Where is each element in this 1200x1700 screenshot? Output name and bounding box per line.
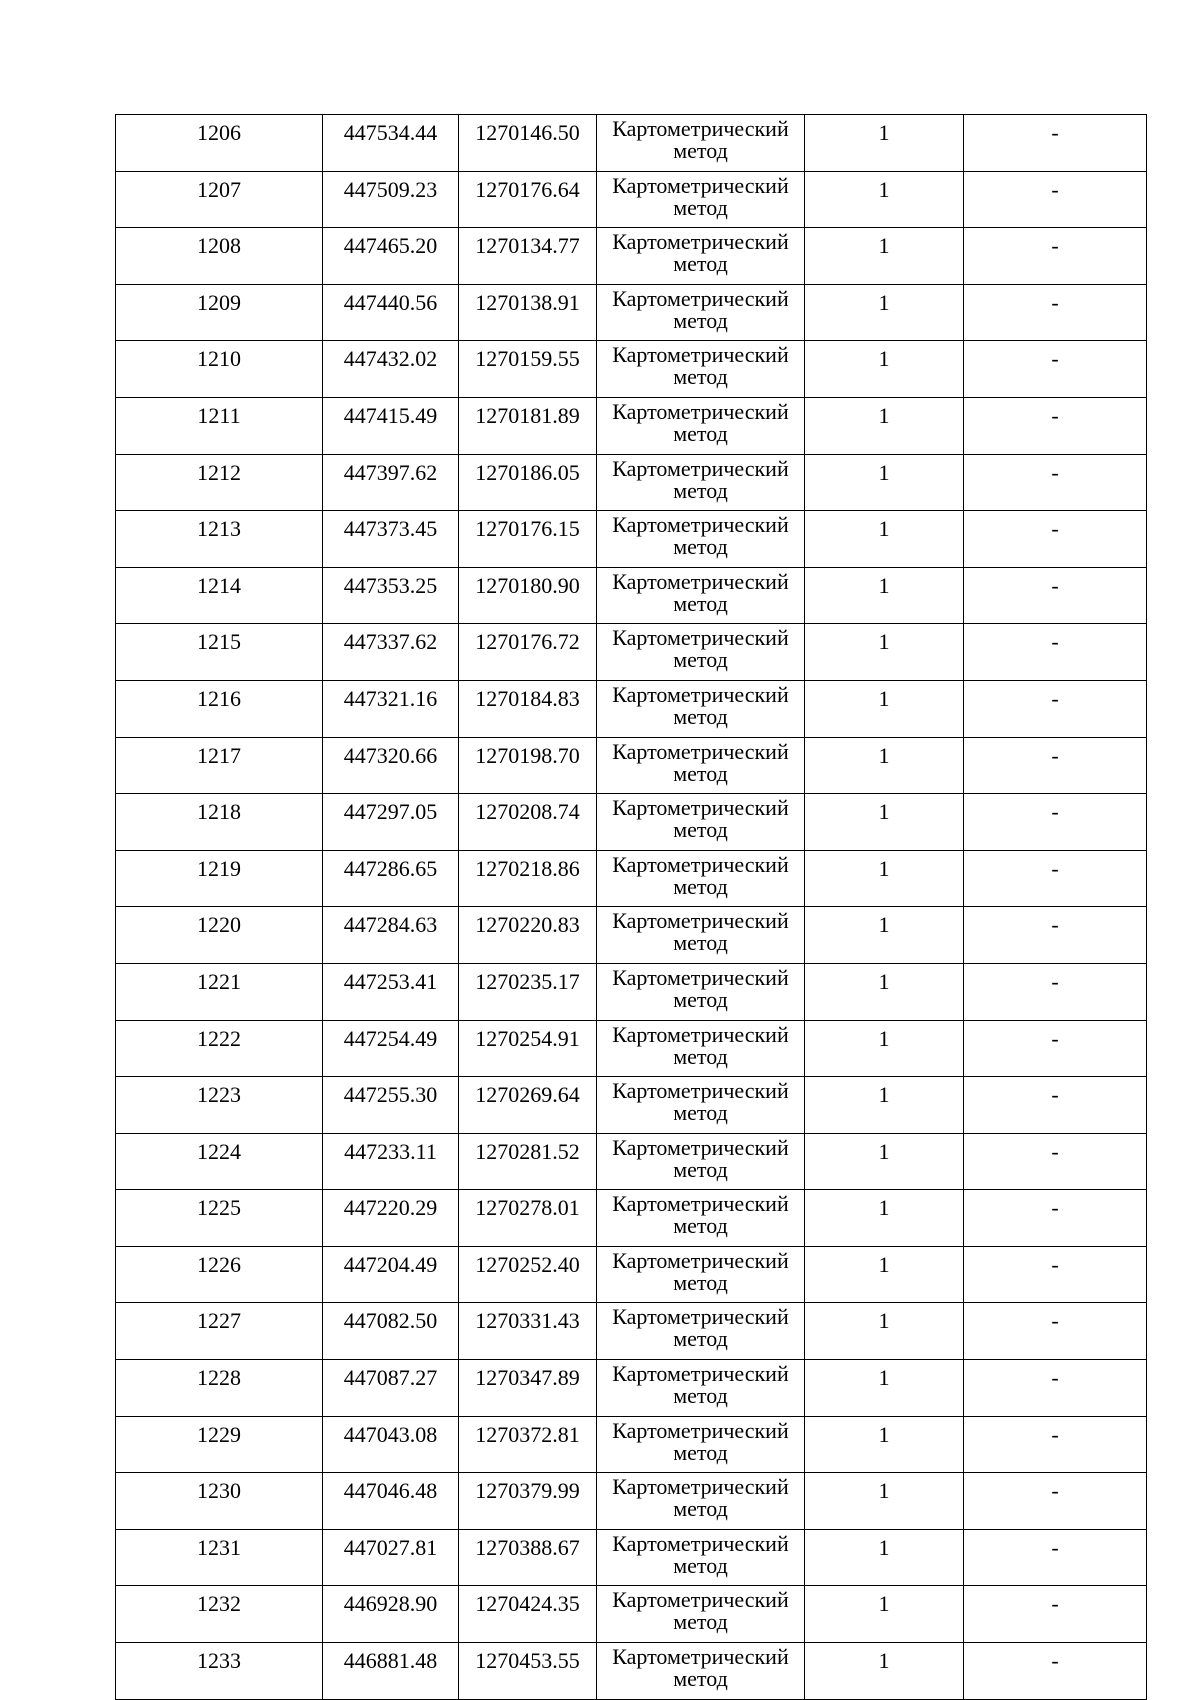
method-line-2: метод <box>673 1552 728 1578</box>
method-cell <box>597 115 805 172</box>
y-coordinate-cell: 1270331.43 <box>459 1303 597 1360</box>
method-cell <box>597 1416 805 1473</box>
method-cell <box>597 454 805 511</box>
note-cell: - <box>964 1416 1147 1473</box>
note-cell: - <box>964 567 1147 624</box>
method-cell <box>597 737 805 794</box>
accuracy-cell: 1 <box>805 680 964 737</box>
note-cell: - <box>964 171 1147 228</box>
point-number-cell: 1231 <box>116 1529 323 1586</box>
table-row <box>116 794 1147 851</box>
point-number-cell: 1212 <box>116 454 323 511</box>
accuracy-cell: 1 <box>805 1303 964 1360</box>
table-row <box>116 1303 1147 1360</box>
point-number-cell: 1233 <box>116 1643 323 1700</box>
y-coordinate-cell: 1270347.89 <box>459 1360 597 1417</box>
note-cell: - <box>964 963 1147 1020</box>
method-line-2: метод <box>673 1100 728 1126</box>
x-coordinate-cell: 447284.63 <box>323 907 459 964</box>
accuracy-cell: 1 <box>805 907 964 964</box>
y-coordinate-cell: 1270254.91 <box>459 1020 597 1077</box>
table-row <box>116 397 1147 454</box>
point-number-cell: 1222 <box>116 1020 323 1077</box>
method-line-1: Картометрический <box>612 1191 789 1217</box>
method-line-1: Картометрический <box>612 1361 789 1387</box>
point-number-cell: 1216 <box>116 680 323 737</box>
y-coordinate-cell: 1270269.64 <box>459 1077 597 1134</box>
accuracy-cell: 1 <box>805 737 964 794</box>
note-cell: - <box>964 341 1147 398</box>
x-coordinate-cell: 447534.44 <box>323 115 459 172</box>
table-row <box>116 115 1147 172</box>
table-row <box>116 228 1147 285</box>
y-coordinate-cell: 1270146.50 <box>459 115 597 172</box>
x-coordinate-cell: 447255.30 <box>323 1077 459 1134</box>
method-cell <box>597 171 805 228</box>
note-cell: - <box>964 624 1147 681</box>
note-cell: - <box>964 1586 1147 1643</box>
y-coordinate-cell: 1270424.35 <box>459 1586 597 1643</box>
accuracy-cell: 1 <box>805 511 964 568</box>
method-line-2: метод <box>673 873 728 899</box>
method-cell <box>597 680 805 737</box>
accuracy-cell: 1 <box>805 963 964 1020</box>
y-coordinate-cell: 1270379.99 <box>459 1473 597 1530</box>
method-line-2: метод <box>673 1269 728 1295</box>
method-line-2: метод <box>673 307 728 333</box>
point-number-cell: 1221 <box>116 963 323 1020</box>
x-coordinate-cell: 447204.49 <box>323 1246 459 1303</box>
method-cell <box>597 1473 805 1530</box>
y-coordinate-cell: 1270159.55 <box>459 341 597 398</box>
x-coordinate-cell: 447353.25 <box>323 567 459 624</box>
method-line-2: метод <box>673 647 728 673</box>
point-number-cell: 1209 <box>116 284 323 341</box>
accuracy-cell: 1 <box>805 1416 964 1473</box>
x-coordinate-cell: 447233.11 <box>323 1133 459 1190</box>
y-coordinate-cell: 1270252.40 <box>459 1246 597 1303</box>
point-number-cell: 1232 <box>116 1586 323 1643</box>
method-line-2: метод <box>673 420 728 446</box>
method-cell <box>597 850 805 907</box>
table-row <box>116 1246 1147 1303</box>
accuracy-cell: 1 <box>805 1643 964 1700</box>
table-row <box>116 341 1147 398</box>
y-coordinate-cell: 1270184.83 <box>459 680 597 737</box>
point-number-cell: 1211 <box>116 397 323 454</box>
note-cell: - <box>964 1133 1147 1190</box>
y-coordinate-cell: 1270278.01 <box>459 1190 597 1247</box>
x-coordinate-cell: 447220.29 <box>323 1190 459 1247</box>
method-line-2: метод <box>673 760 728 786</box>
method-cell <box>597 1586 805 1643</box>
method-line-1: Картометрический <box>612 229 789 255</box>
x-coordinate-cell: 447087.27 <box>323 1360 459 1417</box>
method-line-2: метод <box>673 1609 728 1635</box>
point-number-cell: 1213 <box>116 511 323 568</box>
y-coordinate-cell: 1270138.91 <box>459 284 597 341</box>
table-row <box>116 907 1147 964</box>
note-cell: - <box>964 680 1147 737</box>
method-line-1: Картометрический <box>612 342 789 368</box>
x-coordinate-cell: 447286.65 <box>323 850 459 907</box>
method-line-2: метод <box>673 817 728 843</box>
method-cell <box>597 341 805 398</box>
table-row <box>116 1360 1147 1417</box>
y-coordinate-cell: 1270176.72 <box>459 624 597 681</box>
x-coordinate-cell: 447043.08 <box>323 1416 459 1473</box>
accuracy-cell: 1 <box>805 1077 964 1134</box>
method-line-1: Картометрический <box>612 116 789 141</box>
method-cell <box>597 567 805 624</box>
table-row <box>116 1643 1147 1700</box>
accuracy-cell: 1 <box>805 567 964 624</box>
method-line-2: метод <box>673 251 728 277</box>
table-row <box>116 511 1147 568</box>
note-cell: - <box>964 1246 1147 1303</box>
accuracy-cell: 1 <box>805 1529 964 1586</box>
x-coordinate-cell: 447432.02 <box>323 341 459 398</box>
method-cell <box>597 794 805 851</box>
method-line-2: метод <box>673 1666 728 1692</box>
table-row <box>116 1020 1147 1077</box>
method-line-2: метод <box>673 477 728 503</box>
method-line-2: метод <box>673 930 728 956</box>
y-coordinate-cell: 1270372.81 <box>459 1416 597 1473</box>
method-line-2: метод <box>673 1156 728 1182</box>
accuracy-cell: 1 <box>805 1473 964 1530</box>
point-number-cell: 1225 <box>116 1190 323 1247</box>
note-cell: - <box>964 115 1147 172</box>
point-number-cell: 1218 <box>116 794 323 851</box>
method-line-1: Картометрический <box>612 398 789 424</box>
method-line-1: Картометрический <box>612 1304 789 1330</box>
method-cell <box>597 1246 805 1303</box>
method-cell <box>597 1020 805 1077</box>
x-coordinate-cell: 447440.56 <box>323 284 459 341</box>
method-cell <box>597 963 805 1020</box>
method-line-2: метод <box>673 986 728 1012</box>
x-coordinate-cell: 447297.05 <box>323 794 459 851</box>
note-cell: - <box>964 850 1147 907</box>
y-coordinate-cell: 1270176.64 <box>459 171 597 228</box>
method-cell <box>597 397 805 454</box>
method-cell <box>597 907 805 964</box>
point-number-cell: 1214 <box>116 567 323 624</box>
y-coordinate-cell: 1270198.70 <box>459 737 597 794</box>
y-coordinate-cell: 1270176.15 <box>459 511 597 568</box>
y-coordinate-cell: 1270181.89 <box>459 397 597 454</box>
accuracy-cell: 1 <box>805 1586 964 1643</box>
method-line-1: Картометрический <box>612 1021 789 1047</box>
method-line-2: метод <box>673 138 728 163</box>
x-coordinate-cell: 447397.62 <box>323 454 459 511</box>
note-cell: - <box>964 1303 1147 1360</box>
accuracy-cell: 1 <box>805 341 964 398</box>
y-coordinate-cell: 1270186.05 <box>459 454 597 511</box>
method-line-2: метод <box>673 590 728 616</box>
table-row <box>116 624 1147 681</box>
point-number-cell: 1223 <box>116 1077 323 1134</box>
coordinates-table-body <box>116 115 1147 1700</box>
method-cell <box>597 624 805 681</box>
table-row <box>116 567 1147 624</box>
accuracy-cell: 1 <box>805 284 964 341</box>
method-cell <box>597 1529 805 1586</box>
note-cell: - <box>964 1190 1147 1247</box>
table-row <box>116 1190 1147 1247</box>
point-number-cell: 1226 <box>116 1246 323 1303</box>
method-line-1: Картометрический <box>612 568 789 594</box>
accuracy-cell: 1 <box>805 850 964 907</box>
x-coordinate-cell: 447321.16 <box>323 680 459 737</box>
point-number-cell: 1229 <box>116 1416 323 1473</box>
method-line-1: Картометрический <box>612 172 789 198</box>
method-line-1: Картометрический <box>612 851 789 877</box>
table-row <box>116 1133 1147 1190</box>
method-line-1: Картометрический <box>612 1078 789 1104</box>
point-number-cell: 1220 <box>116 907 323 964</box>
point-number-cell: 1217 <box>116 737 323 794</box>
y-coordinate-cell: 1270388.67 <box>459 1529 597 1586</box>
table-row <box>116 680 1147 737</box>
method-cell <box>597 511 805 568</box>
method-line-1: Картометрический <box>612 512 789 538</box>
y-coordinate-cell: 1270208.74 <box>459 794 597 851</box>
method-line-1: Картометрический <box>612 964 789 990</box>
table-row <box>116 454 1147 511</box>
method-line-2: метод <box>673 1213 728 1239</box>
note-cell: - <box>964 228 1147 285</box>
table-row <box>116 737 1147 794</box>
note-cell: - <box>964 1020 1147 1077</box>
method-line-1: Картометрический <box>612 1417 789 1443</box>
note-cell: - <box>964 511 1147 568</box>
y-coordinate-cell: 1270180.90 <box>459 567 597 624</box>
point-number-cell: 1230 <box>116 1473 323 1530</box>
method-line-2: метод <box>673 1496 728 1522</box>
note-cell: - <box>964 454 1147 511</box>
point-number-cell: 1207 <box>116 171 323 228</box>
y-coordinate-cell: 1270220.83 <box>459 907 597 964</box>
method-line-1: Картометрический <box>612 1644 789 1670</box>
method-line-1: Картометрический <box>612 625 789 651</box>
method-line-2: метод <box>673 1383 728 1409</box>
x-coordinate-cell: 447046.48 <box>323 1473 459 1530</box>
method-line-1: Картометрический <box>612 455 789 481</box>
accuracy-cell: 1 <box>805 171 964 228</box>
note-cell: - <box>964 397 1147 454</box>
method-line-2: метод <box>673 703 728 729</box>
x-coordinate-cell: 446928.90 <box>323 1586 459 1643</box>
accuracy-cell: 1 <box>805 1190 964 1247</box>
point-number-cell: 1228 <box>116 1360 323 1417</box>
accuracy-cell: 1 <box>805 1020 964 1077</box>
x-coordinate-cell: 447337.62 <box>323 624 459 681</box>
method-line-1: Картометрический <box>612 1530 789 1556</box>
table-row <box>116 1416 1147 1473</box>
x-coordinate-cell: 447509.23 <box>323 171 459 228</box>
y-coordinate-cell: 1270281.52 <box>459 1133 597 1190</box>
point-number-cell: 1215 <box>116 624 323 681</box>
method-cell <box>597 1190 805 1247</box>
method-line-1: Картометрический <box>612 1247 789 1273</box>
note-cell: - <box>964 907 1147 964</box>
table-row <box>116 1077 1147 1134</box>
note-cell: - <box>964 1077 1147 1134</box>
note-cell: - <box>964 737 1147 794</box>
coordinates-table <box>115 114 1147 1700</box>
y-coordinate-cell: 1270235.17 <box>459 963 597 1020</box>
note-cell: - <box>964 284 1147 341</box>
accuracy-cell: 1 <box>805 397 964 454</box>
point-number-cell: 1206 <box>116 115 323 172</box>
x-coordinate-cell: 447320.66 <box>323 737 459 794</box>
note-cell: - <box>964 1643 1147 1700</box>
x-coordinate-cell: 447082.50 <box>323 1303 459 1360</box>
x-coordinate-cell: 447254.49 <box>323 1020 459 1077</box>
method-cell <box>597 1303 805 1360</box>
point-number-cell: 1208 <box>116 228 323 285</box>
table-row <box>116 171 1147 228</box>
method-cell <box>597 228 805 285</box>
accuracy-cell: 1 <box>805 794 964 851</box>
method-line-2: метод <box>673 1043 728 1069</box>
method-line-1: Картометрический <box>612 1474 789 1500</box>
method-line-2: метод <box>673 534 728 560</box>
table-row <box>116 1529 1147 1586</box>
point-number-cell: 1224 <box>116 1133 323 1190</box>
x-coordinate-cell: 446881.48 <box>323 1643 459 1700</box>
point-number-cell: 1227 <box>116 1303 323 1360</box>
table-row <box>116 1473 1147 1530</box>
x-coordinate-cell: 447465.20 <box>323 228 459 285</box>
note-cell: - <box>964 794 1147 851</box>
method-line-1: Картометрический <box>612 738 789 764</box>
method-line-2: метод <box>673 364 728 390</box>
method-line-1: Картометрический <box>612 795 789 821</box>
method-line-1: Картометрический <box>612 285 789 311</box>
method-line-1: Картометрический <box>612 908 789 934</box>
accuracy-cell: 1 <box>805 115 964 172</box>
method-cell <box>597 1077 805 1134</box>
y-coordinate-cell: 1270218.86 <box>459 850 597 907</box>
method-line-2: метод <box>673 1326 728 1352</box>
table-row <box>116 1586 1147 1643</box>
note-cell: - <box>964 1360 1147 1417</box>
method-line-2: метод <box>673 194 728 220</box>
x-coordinate-cell: 447373.45 <box>323 511 459 568</box>
accuracy-cell: 1 <box>805 1133 964 1190</box>
method-line-1: Картометрический <box>612 1587 789 1613</box>
x-coordinate-cell: 447415.49 <box>323 397 459 454</box>
table-row <box>116 850 1147 907</box>
method-line-2: метод <box>673 1439 728 1465</box>
method-cell <box>597 1360 805 1417</box>
note-cell: - <box>964 1473 1147 1530</box>
x-coordinate-cell: 447253.41 <box>323 963 459 1020</box>
method-cell <box>597 1133 805 1190</box>
point-number-cell: 1210 <box>116 341 323 398</box>
method-cell <box>597 1643 805 1700</box>
table-row <box>116 284 1147 341</box>
point-number-cell: 1219 <box>116 850 323 907</box>
method-cell <box>597 284 805 341</box>
accuracy-cell: 1 <box>805 454 964 511</box>
accuracy-cell: 1 <box>805 1246 964 1303</box>
accuracy-cell: 1 <box>805 1360 964 1417</box>
method-line-1: Картометрический <box>612 681 789 707</box>
accuracy-cell: 1 <box>805 624 964 681</box>
y-coordinate-cell: 1270453.55 <box>459 1643 597 1700</box>
table-row <box>116 963 1147 1020</box>
accuracy-cell: 1 <box>805 228 964 285</box>
x-coordinate-cell: 447027.81 <box>323 1529 459 1586</box>
y-coordinate-cell: 1270134.77 <box>459 228 597 285</box>
note-cell: - <box>964 1529 1147 1586</box>
method-line-1: Картометрический <box>612 1134 789 1160</box>
